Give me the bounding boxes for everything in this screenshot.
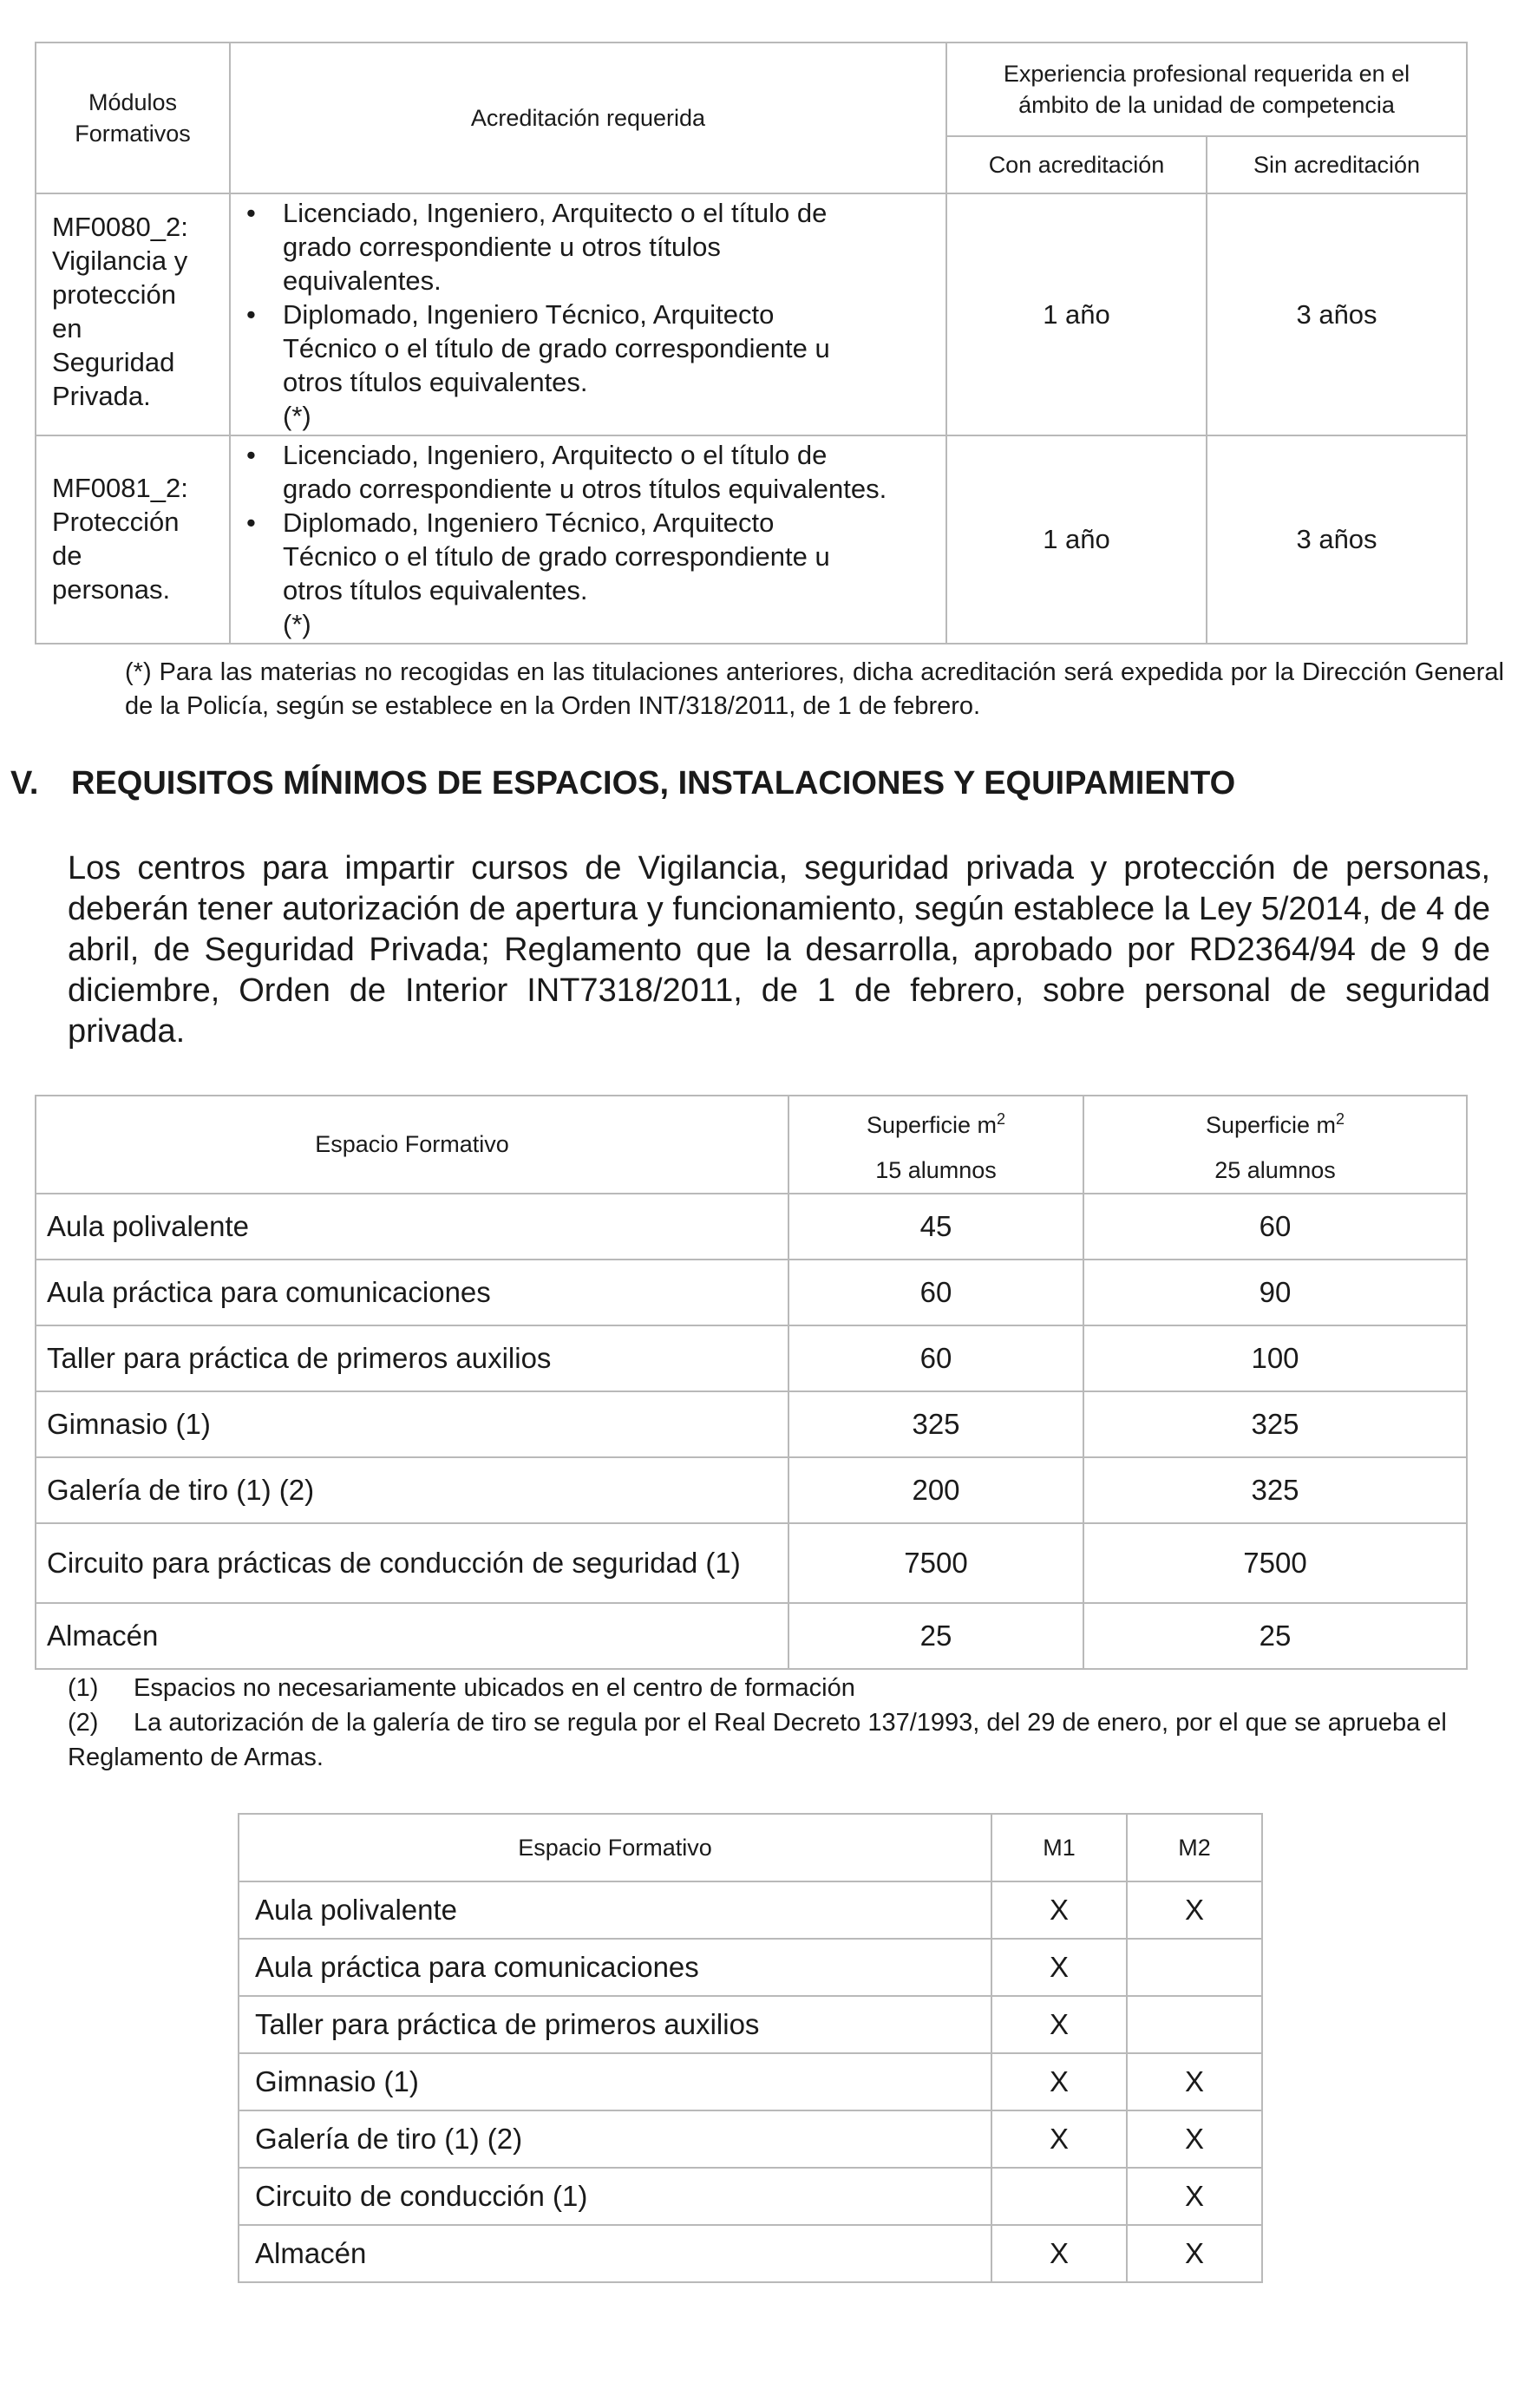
espacio-name: Galería de tiro (1) (2)	[36, 1457, 788, 1523]
header-espacio-formativo: Espacio Formativo	[36, 1096, 788, 1194]
table-row	[36, 1260, 1467, 1325]
header-modulos-line: Formativos	[75, 121, 191, 147]
superficie-25-value: 325	[1083, 1457, 1467, 1523]
espacio-name: Aula polivalente	[36, 1194, 788, 1260]
superficie-25-value: 325	[1083, 1391, 1467, 1457]
footnote-text: Espacios no necesariamente ubicados en el centro de formación	[134, 1674, 855, 1702]
acreditacion-list	[243, 438, 939, 607]
superficie-25-value: 7500	[1083, 1523, 1467, 1603]
section-title: REQUISITOS MÍNIMOS DE ESPACIOS, INSTALACIONES Y EQUIPAMIENTO	[71, 765, 1236, 802]
table-row	[239, 2168, 1262, 2225]
header-con-acreditacion: Con acreditación	[946, 136, 1207, 193]
espacio-name: Almacén	[239, 2225, 991, 2282]
bullet-line: otros títulos equivalentes.	[283, 367, 588, 397]
m2-mark	[1127, 1996, 1262, 2053]
header-acreditacion: Acreditación requerida	[230, 43, 946, 193]
con-acreditacion-value: 1 año	[946, 193, 1207, 435]
table-row	[36, 1325, 1467, 1391]
acreditacion-cell	[230, 435, 946, 644]
modulo-line: Protección	[52, 507, 180, 537]
section-heading	[10, 765, 1235, 802]
bullet-line: • Licenciado, Ingeniero, Arquitecto o el título de	[283, 198, 828, 228]
modulo-line: MF0081_2:	[52, 473, 188, 503]
bullet-item	[243, 298, 939, 399]
footnote-number: (1)	[68, 1674, 99, 1702]
section-number: V.	[10, 765, 39, 802]
m1-mark: X	[991, 1881, 1127, 1939]
superficie-text: Superficie m	[1205, 1112, 1337, 1138]
alumnos-label: 15 alumnos	[875, 1157, 997, 1183]
m1-mark: X	[991, 1939, 1127, 1996]
espacio-name: Gimnasio (1)	[239, 2053, 991, 2110]
espacio-name: Almacén	[36, 1603, 788, 1669]
header-m1: M1	[991, 1814, 1127, 1881]
superficie-exponent: 2	[997, 1110, 1006, 1128]
modulo-line: Seguridad	[52, 347, 175, 377]
con-acreditacion-value: 1 año	[946, 435, 1207, 644]
table-row	[36, 1523, 1467, 1603]
header-espacio-formativo: Espacio Formativo	[239, 1814, 991, 1881]
table-row	[239, 1939, 1262, 1996]
modulo-line: Privada.	[52, 381, 151, 411]
footnote-number: (2)	[68, 1709, 99, 1737]
bullet-line: grado correspondiente u otros títulos	[283, 232, 721, 262]
acreditacion-list	[243, 196, 939, 399]
superficie-25-value: 60	[1083, 1194, 1467, 1260]
header-superficie-25	[1083, 1096, 1467, 1194]
m1-mark: X	[991, 2110, 1127, 2168]
bullet-line: • Licenciado, Ingeniero, Arquitecto o el título de	[283, 440, 828, 470]
table-row	[36, 1457, 1467, 1523]
asterisk-note: (*)	[283, 609, 311, 639]
bullet-line: Técnico o el título de grado correspondiente u	[283, 541, 830, 572]
table-row	[239, 2053, 1262, 2110]
section-paragraph: Los centros para impartir cursos de Vigilancia, seguridad privada y protección de personas, deberán tener autorización de apertura y funcionamiento, según establece la Ley 5/2014, de 4 de abril, de Seguridad Privada; Reglamento que la desarrolla, aprobado por RD2364/94 de 9 de diciembre, Orden de Interior INT7318/2011, de 1 de febrero, sobre personal de seguridad privada.	[68, 850, 1490, 1050]
table-row	[36, 435, 1467, 644]
superficie-text: Superficie m	[866, 1112, 998, 1138]
bullet-line: grado correspondiente u otros títulos equivalentes.	[283, 474, 887, 504]
bullet-item	[243, 438, 939, 506]
header-m2: M2	[1127, 1814, 1262, 1881]
modulo-line: en	[52, 313, 82, 344]
superficie-label	[789, 1096, 1083, 1148]
header-modulos-line: Módulos	[88, 89, 178, 115]
superficie-15-value: 7500	[788, 1523, 1083, 1603]
superficie-25-value: 100	[1083, 1325, 1467, 1391]
espacio-name: Aula práctica para comunicaciones	[239, 1939, 991, 1996]
modulo-line: protección	[52, 279, 177, 310]
superficie-15-value: 60	[788, 1260, 1083, 1325]
superficie-15-value: 60	[788, 1325, 1083, 1391]
header-experiencia-line: ámbito de la unidad de competencia	[1018, 92, 1395, 118]
espacio-name: Taller para práctica de primeros auxilios	[36, 1325, 788, 1391]
footnote-item	[68, 1671, 1499, 1705]
m2-mark: X	[1127, 2110, 1262, 2168]
superficie-label	[1084, 1096, 1466, 1148]
accreditation-footnote: (*) Para las materias no recogidas en las titulaciones anteriores, dicha acreditación será expedida por la Dirección General de la Policía, según se establece en la Orden INT/318/2011, de 1 de febrero.	[125, 658, 1504, 720]
surface-footnotes	[68, 1671, 1499, 1775]
footnote-item	[68, 1705, 1499, 1775]
m2-mark: X	[1127, 2225, 1262, 2282]
footnote-text: La autorización de la galería de tiro se regula por el Real Decreto 137/1993, del 29 de enero, por el que se aprueba el Reglamento de Armas.	[68, 1709, 1447, 1771]
table-row	[239, 1996, 1262, 2053]
bullet-line: • Diplomado, Ingeniero Técnico, Arquitecto	[283, 507, 775, 538]
superficie-25-value: 90	[1083, 1260, 1467, 1325]
m2-mark: X	[1127, 2168, 1262, 2225]
surface-table	[35, 1095, 1468, 1670]
m2-mark	[1127, 1939, 1262, 1996]
acreditacion-cell	[230, 193, 946, 435]
header-experiencia	[946, 43, 1467, 136]
modulo-line: personas.	[52, 574, 171, 605]
header-superficie-15	[788, 1096, 1083, 1194]
superficie-15-value: 25	[788, 1603, 1083, 1669]
bullet-item	[243, 506, 939, 607]
sin-acreditacion-value: 3 años	[1207, 435, 1467, 644]
superficie-25-value: 25	[1083, 1603, 1467, 1669]
bullet-line: • Diplomado, Ingeniero Técnico, Arquitecto	[283, 299, 775, 330]
espacio-name: Gimnasio (1)	[36, 1391, 788, 1457]
header-sin-acreditacion: Sin acreditación	[1207, 136, 1467, 193]
m2-mark: X	[1127, 1881, 1262, 1939]
header-experiencia-line: Experiencia profesional requerida en el	[1003, 61, 1410, 87]
header-modulos-formativos	[36, 43, 230, 193]
bullet-line: Técnico o el título de grado correspondiente u	[283, 333, 830, 363]
m1-mark: X	[991, 1996, 1127, 2053]
espacio-name: Aula práctica para comunicaciones	[36, 1260, 788, 1325]
bullet-line: equivalentes.	[283, 265, 442, 296]
modulo-cell	[36, 193, 230, 435]
accreditation-table	[35, 42, 1468, 645]
espacio-name: Galería de tiro (1) (2)	[239, 2110, 991, 2168]
espacio-name: Circuito de conducción (1)	[239, 2168, 991, 2225]
module-space-table	[238, 1813, 1263, 2283]
superficie-15-value: 45	[788, 1194, 1083, 1260]
superficie-15-value: 200	[788, 1457, 1083, 1523]
modulo-cell	[36, 435, 230, 644]
table-row	[239, 2110, 1262, 2168]
modulo-line: de	[52, 540, 82, 571]
m1-mark: X	[991, 2225, 1127, 2282]
table-row	[36, 193, 1467, 435]
m2-mark: X	[1127, 2053, 1262, 2110]
bullet-line: otros títulos equivalentes.	[283, 575, 588, 605]
espacio-name: Circuito para prácticas de conducción de seguridad (1)	[36, 1523, 788, 1603]
superficie-15-value: 325	[788, 1391, 1083, 1457]
alumnos-label: 25 alumnos	[1214, 1157, 1336, 1183]
espacio-name: Taller para práctica de primeros auxilios	[239, 1996, 991, 2053]
table-row	[239, 2225, 1262, 2282]
asterisk-note: (*)	[283, 401, 311, 431]
table-row	[36, 1391, 1467, 1457]
table-row	[36, 1603, 1467, 1669]
sin-acreditacion-value: 3 años	[1207, 193, 1467, 435]
m1-mark	[991, 2168, 1127, 2225]
bullet-item	[243, 196, 939, 298]
m1-mark: X	[991, 2053, 1127, 2110]
table-row	[36, 1194, 1467, 1260]
table-row	[239, 1881, 1262, 1939]
espacio-name: Aula polivalente	[239, 1881, 991, 1939]
superficie-exponent: 2	[1336, 1110, 1345, 1128]
modulo-line: Vigilancia y	[52, 245, 188, 276]
modulo-line: MF0080_2:	[52, 212, 188, 242]
